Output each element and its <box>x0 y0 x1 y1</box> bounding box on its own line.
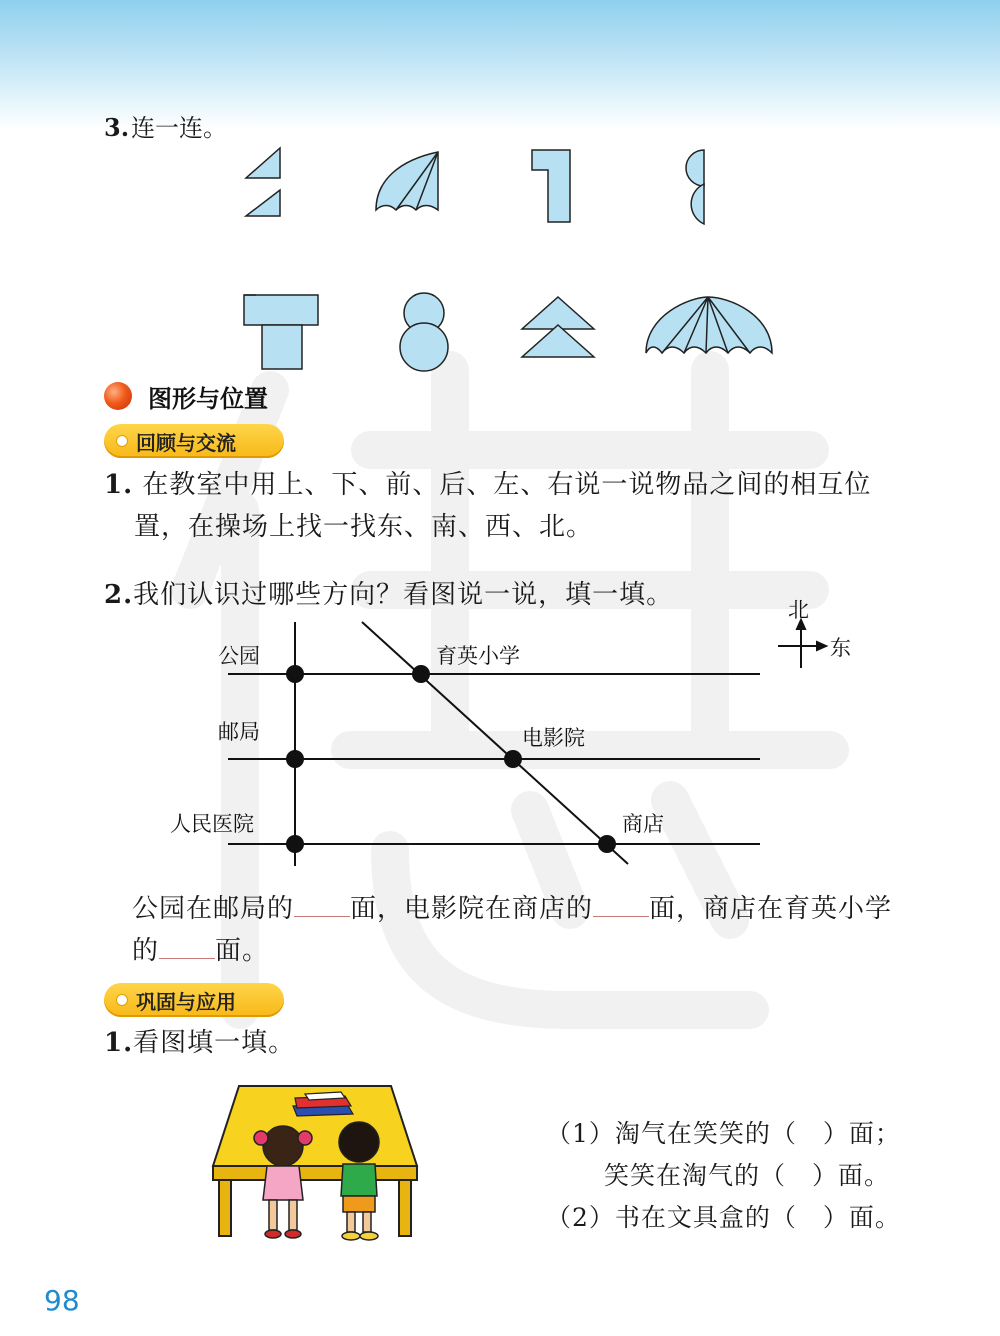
blank-2[interactable] <box>593 894 649 917</box>
fill-part-4: 的 <box>132 936 160 966</box>
label-hospital: 人民医院 <box>170 812 254 836</box>
practice-item-1: （1）淘气在笑笑的（ ）面； <box>546 1119 901 1148</box>
practice-pill <box>104 983 284 1017</box>
blank-1[interactable] <box>294 894 350 917</box>
fill-part-2: 面，电影院在商店的 <box>350 894 594 924</box>
page-number: 98 <box>44 1284 80 1317</box>
compass-icon <box>778 620 826 668</box>
pill-dot-icon <box>116 994 128 1006</box>
q3-text: 连一连。 <box>131 114 228 142</box>
table-front-edge <box>213 1166 417 1180</box>
blank-3[interactable] <box>159 936 215 959</box>
map-fill-sentence <box>132 888 952 972</box>
boy-figure <box>339 1122 379 1240</box>
cinema-node <box>504 750 522 768</box>
review-q1-line1: 在教室中用上、下、前、后、左、右说一说物品之间的相互位 <box>142 470 872 500</box>
practice-q1-number: 1. <box>104 1028 134 1058</box>
park-node <box>286 665 304 683</box>
section-title-text: 图形与位置 <box>148 384 268 413</box>
practice-item-2: 笑笑在淘气的（ ）面。 <box>604 1161 891 1190</box>
review-q1-number: 1. <box>104 470 134 500</box>
review-q2-number: 2. <box>104 580 134 610</box>
fill-part-1: 公园在邮局的 <box>132 894 295 924</box>
review-q2-text: 我们认识过哪些方向？看图说一说，填一填。 <box>133 580 674 610</box>
table-kids-illustration <box>205 1080 425 1250</box>
shop-node <box>598 835 616 853</box>
review-q1-line2: 置，在操场上找一找东、南、西、北。 <box>134 512 594 542</box>
review-pill-label: 回顾与交流 <box>136 430 236 455</box>
school-node <box>412 665 430 683</box>
fill-part-3: 面，商店在育英小学 <box>649 894 893 924</box>
label-shop: 商店 <box>622 812 664 836</box>
label-park: 公园 <box>218 644 260 668</box>
compass-north: 北 <box>788 598 809 622</box>
label-school: 育英小学 <box>436 644 520 668</box>
post-office-node <box>286 750 304 768</box>
practice-item-3: （2）书在文具盒的（ ）面。 <box>546 1203 901 1232</box>
table-leg-left <box>219 1180 231 1236</box>
hospital-node <box>286 835 304 853</box>
practice-pill-label: 巩固与应用 <box>136 989 236 1014</box>
label-cinema: 电影院 <box>522 726 585 750</box>
practice-q1 <box>104 1022 295 1064</box>
table-leg-right <box>399 1180 411 1236</box>
practice-q1-text: 看图填一填。 <box>133 1028 296 1058</box>
girl-figure <box>254 1126 312 1238</box>
label-post-office: 邮局 <box>218 720 260 744</box>
fill-part-5: 面。 <box>215 936 270 966</box>
q3-number: 3. <box>104 113 130 142</box>
compass-east: 东 <box>830 636 851 660</box>
